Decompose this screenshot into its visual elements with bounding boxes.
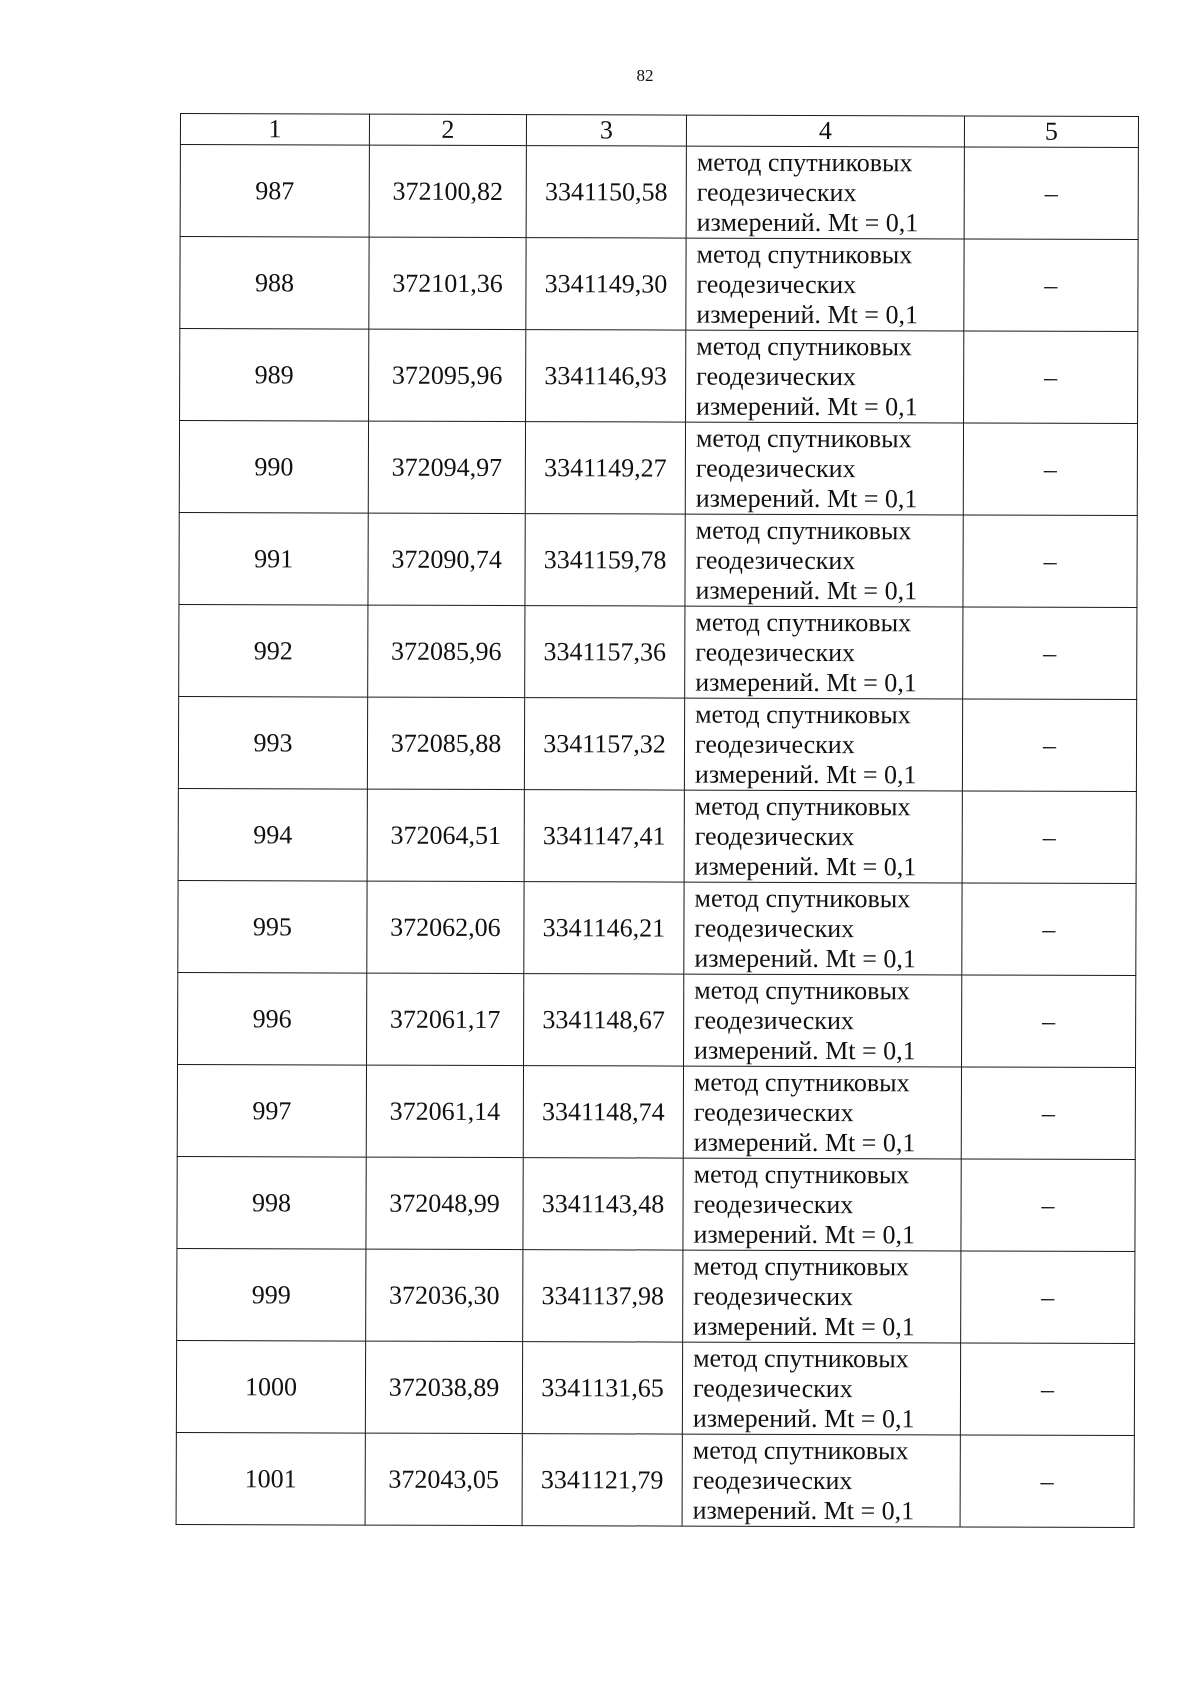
method-text-line: измерений. Mt = 0,1: [696, 207, 919, 237]
method-text-line: метод спутниковых: [695, 515, 912, 545]
x-coordinate-cell: 372043,05: [365, 1433, 522, 1525]
note-cell: –: [961, 1159, 1135, 1252]
note-cell: –: [964, 239, 1138, 332]
table-body: [176, 145, 1138, 1528]
coordinates-table: [176, 113, 1139, 1528]
y-coordinate-cell: 3341148,74: [523, 1066, 683, 1159]
point-number-cell: 993: [178, 696, 367, 789]
note-cell: –: [961, 1251, 1135, 1344]
method-text-line: метод спутниковых: [694, 975, 910, 1005]
method-cell: [685, 422, 963, 515]
point-number-cell: 989: [180, 329, 369, 422]
point-number-cell: 992: [179, 604, 368, 697]
method-text-line: измерений. Mt = 0,1: [696, 391, 918, 421]
table-row: [179, 421, 1137, 516]
x-coordinate-cell: 372094,97: [368, 421, 525, 513]
method-text-line: геодезических: [694, 821, 855, 851]
note-cell: –: [963, 423, 1137, 516]
table-row: [176, 1340, 1134, 1435]
method-text-line: геодезических: [695, 637, 856, 667]
x-coordinate-cell: 372085,88: [367, 697, 524, 789]
method-text-line: метод спутниковых: [695, 699, 911, 729]
x-coordinate-cell: 372101,36: [369, 237, 526, 329]
method-cell: [685, 514, 963, 607]
method-text-line: геодезических: [696, 269, 857, 299]
x-coordinate-cell: 372100,82: [369, 145, 526, 237]
point-number-cell: 988: [180, 237, 369, 330]
method-text-line: измерений. Mt = 0,1: [693, 1127, 916, 1157]
method-text-line: метод спутниковых: [696, 239, 913, 269]
y-coordinate-cell: 3341157,36: [525, 606, 685, 699]
y-coordinate-cell: 3341146,21: [524, 882, 684, 975]
x-coordinate-cell: 372062,06: [367, 881, 524, 973]
method-text-line: измерений. Mt = 0,1: [694, 759, 917, 789]
method-text-line: измерений. Mt = 0,1: [694, 943, 917, 973]
method-cell: [683, 1066, 961, 1159]
y-coordinate-cell: 3341148,67: [524, 974, 684, 1067]
method-cell: [686, 146, 964, 239]
method-text-line: геодезических: [694, 913, 855, 943]
note-cell: –: [963, 607, 1137, 700]
note-cell: –: [962, 975, 1136, 1068]
method-text-line: геодезических: [696, 177, 857, 207]
table-row: [179, 604, 1137, 699]
method-text-line: метод спутниковых: [693, 1067, 910, 1097]
note-cell: –: [960, 1435, 1134, 1528]
method-text-line: геодезических: [695, 453, 856, 483]
point-number-cell: 1001: [176, 1432, 365, 1525]
method-cell: [684, 974, 962, 1067]
method-cell: [684, 698, 962, 791]
point-number-cell: 997: [177, 1064, 366, 1157]
point-number-cell: 1000: [176, 1340, 365, 1433]
method-text-line: измерений. Mt = 0,1: [693, 1311, 915, 1341]
y-coordinate-cell: 3341147,41: [524, 790, 684, 883]
y-coordinate-cell: 3341150,58: [526, 146, 686, 239]
method-text-line: метод спутниковых: [695, 423, 912, 453]
method-text-line: геодезических: [692, 1373, 853, 1403]
method-text-line: измерений. Mt = 0,1: [695, 483, 918, 513]
column-header: 2: [369, 114, 526, 145]
document-sheet: [176, 113, 1138, 1528]
method-text-line: измерений. Mt = 0,1: [695, 667, 917, 697]
method-text-line: измерений. Mt = 0,1: [696, 299, 919, 329]
method-text-line: геодезических: [694, 1005, 854, 1035]
method-text-line: геодезических: [695, 545, 856, 575]
table-row: [178, 972, 1136, 1067]
table-row: [178, 880, 1136, 975]
method-text-line: геодезических: [692, 1465, 853, 1495]
x-coordinate-cell: 372038,89: [365, 1341, 522, 1433]
method-text-line: метод спутниковых: [693, 1251, 910, 1281]
note-cell: –: [962, 883, 1136, 976]
y-coordinate-cell: 3341131,65: [522, 1342, 682, 1435]
note-cell: –: [962, 791, 1136, 884]
x-coordinate-cell: 372061,14: [366, 1065, 523, 1157]
method-cell: [683, 1250, 961, 1343]
method-text-line: метод спутниковых: [696, 147, 913, 177]
x-coordinate-cell: 372036,30: [366, 1249, 523, 1341]
method-text-line: метод спутниковых: [695, 607, 912, 637]
note-cell: –: [964, 331, 1138, 424]
method-text-line: геодезических: [693, 1189, 854, 1219]
point-number-cell: 991: [179, 512, 368, 605]
method-text-line: метод спутниковых: [693, 1159, 910, 1189]
x-coordinate-cell: 372090,74: [368, 513, 525, 605]
y-coordinate-cell: 3341137,98: [523, 1250, 683, 1343]
method-cell: [685, 606, 963, 699]
x-coordinate-cell: 372064,51: [367, 789, 524, 881]
x-coordinate-cell: 372085,96: [368, 605, 525, 697]
x-coordinate-cell: 372048,99: [366, 1157, 523, 1249]
table-row: [180, 145, 1138, 240]
method-text-line: метод спутниковых: [692, 1435, 909, 1465]
method-text-line: метод спутниковых: [696, 331, 913, 361]
method-cell: [686, 330, 964, 423]
column-header: 3: [526, 115, 686, 147]
method-text-line: измерений. Mt = 0,1: [694, 1035, 916, 1065]
method-text-line: геодезических: [696, 361, 856, 391]
y-coordinate-cell: 3341149,27: [525, 422, 685, 515]
table-header-row: [180, 114, 1138, 148]
column-header: 1: [180, 114, 369, 146]
column-header: 4: [686, 115, 964, 147]
note-cell: –: [964, 147, 1138, 240]
table-row: [179, 512, 1137, 607]
y-coordinate-cell: 3341146,93: [526, 330, 686, 423]
method-cell: [682, 1342, 960, 1435]
point-number-cell: 987: [180, 145, 369, 238]
method-text-line: геодезических: [693, 1281, 854, 1311]
method-cell: [684, 790, 962, 883]
note-cell: –: [963, 515, 1137, 608]
table-row: [178, 696, 1136, 791]
note-cell: –: [961, 1067, 1135, 1160]
method-text-line: метод спутниковых: [694, 791, 911, 821]
table-row: [177, 1156, 1135, 1251]
note-cell: –: [960, 1343, 1134, 1436]
method-text-line: метод спутниковых: [693, 1343, 909, 1373]
y-coordinate-cell: 3341157,32: [524, 698, 684, 791]
table-row: [180, 329, 1138, 424]
y-coordinate-cell: 3341143,48: [523, 1158, 683, 1251]
method-text-line: геодезических: [694, 729, 855, 759]
table-row: [177, 1248, 1135, 1343]
method-text-line: геодезических: [693, 1097, 854, 1127]
y-coordinate-cell: 3341149,30: [526, 238, 686, 331]
point-number-cell: 990: [179, 421, 368, 514]
method-text-line: метод спутниковых: [694, 883, 911, 913]
method-text-line: измерений. Mt = 0,1: [695, 575, 918, 605]
method-cell: [683, 1158, 961, 1251]
point-number-cell: 998: [177, 1156, 366, 1249]
note-cell: –: [962, 699, 1136, 792]
table-row: [178, 788, 1136, 883]
method-text-line: измерений. Mt = 0,1: [692, 1495, 915, 1525]
x-coordinate-cell: 372095,96: [369, 329, 526, 421]
method-text-line: измерений. Mt = 0,1: [692, 1403, 915, 1433]
point-number-cell: 994: [178, 788, 367, 881]
page-number: 82: [636, 66, 654, 85]
column-header: 5: [964, 116, 1138, 148]
table-row: [177, 1064, 1135, 1159]
x-coordinate-cell: 372061,17: [367, 973, 524, 1065]
table-row: [180, 237, 1138, 332]
method-cell: [686, 238, 964, 331]
method-cell: [684, 882, 962, 975]
point-number-cell: 995: [178, 880, 367, 973]
method-text-line: измерений. Mt = 0,1: [693, 1219, 916, 1249]
y-coordinate-cell: 3341159,78: [525, 514, 685, 607]
method-text-line: измерений. Mt = 0,1: [694, 851, 917, 881]
method-cell: [682, 1434, 960, 1527]
point-number-cell: 996: [178, 972, 367, 1065]
table-row: [176, 1432, 1134, 1527]
point-number-cell: 999: [177, 1248, 366, 1341]
y-coordinate-cell: 3341121,79: [522, 1434, 682, 1527]
